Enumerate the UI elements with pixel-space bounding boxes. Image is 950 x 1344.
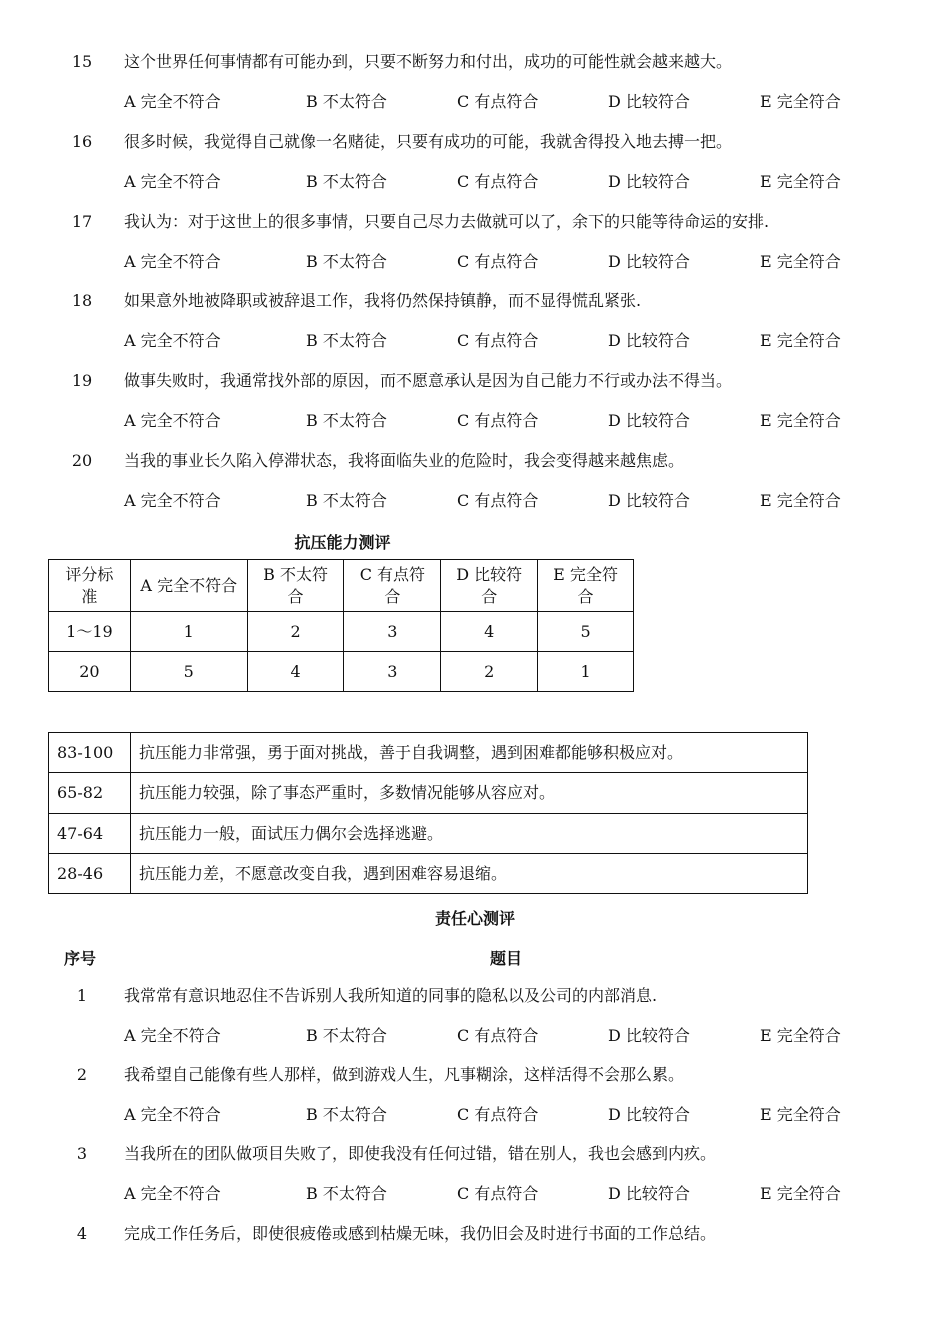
option-d[interactable]: D 比较符合 (608, 1105, 690, 1124)
score-header-cell: 评分标 准 (49, 560, 131, 612)
question-number: 2 (76, 1065, 88, 1084)
level-row (49, 814, 808, 854)
level-row (49, 733, 808, 773)
question-text: 我希望自己能像有些人那样，做到游戏人生，凡事糊涂，这样活得不会那么累。 (124, 1065, 685, 1084)
score-header-cell: B 不太符 合 (247, 560, 344, 612)
option-a[interactable]: A 完全不符合 (124, 1026, 221, 1045)
column-header-number: 序号 (64, 949, 97, 968)
question-number: 4 (76, 1224, 88, 1243)
option-a[interactable]: A 完全不符合 (124, 491, 221, 510)
score-header-cell: A 完全不符合 (130, 560, 247, 612)
question-text: 很多时候，我觉得自己就像一名赌徒，只要有成功的可能，我就舍得投入地去搏一把。 (124, 132, 733, 151)
answer-options (0, 329, 950, 353)
score-table (48, 559, 634, 692)
option-e[interactable]: E 完全符合 (760, 491, 841, 510)
question-text: 当我所在的团队做项目失败了，即使我没有任何过错，错在别人，我也会感到内疚。 (124, 1144, 717, 1163)
score-header-cell: D 比较符 合 (441, 560, 538, 612)
question-number: 18 (71, 291, 93, 310)
option-d[interactable]: D 比较符合 (608, 411, 690, 430)
level-range: 65-82 (49, 773, 131, 814)
question-number: 19 (71, 371, 93, 390)
option-d[interactable]: D 比较符合 (608, 1184, 690, 1203)
score-table-row (49, 612, 634, 652)
answer-options (0, 409, 950, 433)
question-text: 这个世界任何事情都有可能办到，只要不断努力和付出，成功的可能性就会越来越大。 (124, 52, 733, 71)
responsibility-section-title: 责任心测评 (434, 909, 515, 928)
option-e[interactable]: E 完全符合 (760, 92, 841, 111)
option-a[interactable]: A 完全不符合 (124, 172, 221, 191)
option-c[interactable]: C 有点符合 (457, 252, 539, 271)
answer-options (0, 170, 950, 194)
answer-options (0, 250, 950, 274)
option-c[interactable]: C 有点符合 (457, 172, 539, 191)
column-header-topic: 题目 (490, 949, 523, 968)
question-number: 3 (76, 1144, 88, 1163)
question-text: 当我的事业长久陷入停滞状态，我将面临失业的危险时，我会变得越来越焦虑。 (124, 451, 685, 470)
option-c[interactable]: C 有点符合 (457, 92, 539, 111)
question-text: 完成工作任务后，即使很疲倦或感到枯燥无味，我仍旧会及时进行书面的工作总结。 (124, 1224, 717, 1243)
option-e[interactable]: E 完全符合 (760, 1184, 841, 1203)
option-a[interactable]: A 完全不符合 (124, 92, 221, 111)
stress-section-title: 抗压能力测评 (294, 533, 391, 552)
level-description: 抗压能力一般，面试压力偶尔会选择逃避。 (130, 814, 807, 854)
option-b[interactable]: B 不太符合 (306, 1184, 387, 1203)
option-b[interactable]: B 不太符合 (306, 411, 387, 430)
question-number: 1 (76, 986, 88, 1005)
score-cell: 4 (247, 652, 344, 692)
level-range: 83-100 (49, 733, 131, 773)
option-d[interactable]: D 比较符合 (608, 92, 690, 111)
option-b[interactable]: B 不太符合 (306, 172, 387, 191)
level-range: 28-46 (49, 854, 131, 894)
question-number: 20 (71, 451, 93, 470)
option-b[interactable]: B 不太符合 (306, 252, 387, 271)
question-text: 我常常有意识地忍住不告诉别人我所知道的同事的隐私以及公司的内部消息. (124, 986, 658, 1005)
option-c[interactable]: C 有点符合 (457, 1184, 539, 1203)
option-c[interactable]: C 有点符合 (457, 1026, 539, 1045)
question-number: 17 (71, 212, 93, 231)
option-c[interactable]: C 有点符合 (457, 1105, 539, 1124)
score-cell: 5 (538, 612, 634, 652)
score-cell: 2 (247, 612, 344, 652)
score-cell: 4 (441, 612, 538, 652)
level-table (48, 732, 808, 894)
score-header-cell: E 完全符 合 (538, 560, 634, 612)
level-row (49, 854, 808, 894)
option-c[interactable]: C 有点符合 (457, 331, 539, 350)
option-d[interactable]: D 比较符合 (608, 491, 690, 510)
answer-options (0, 1103, 950, 1127)
option-e[interactable]: E 完全符合 (760, 1105, 841, 1124)
score-cell: 3 (344, 652, 441, 692)
score-cell: 1～19 (49, 612, 131, 652)
score-cell: 3 (344, 612, 441, 652)
option-b[interactable]: B 不太符合 (306, 1105, 387, 1124)
option-e[interactable]: E 完全符合 (760, 1026, 841, 1045)
option-c[interactable]: C 有点符合 (457, 411, 539, 430)
score-header-cell: C 有点符 合 (344, 560, 441, 612)
option-b[interactable]: B 不太符合 (306, 92, 387, 111)
score-cell: 1 (538, 652, 634, 692)
score-cell: 20 (49, 652, 131, 692)
option-e[interactable]: E 完全符合 (760, 411, 841, 430)
question-number: 15 (71, 52, 93, 71)
option-e[interactable]: E 完全符合 (760, 252, 841, 271)
option-e[interactable]: E 完全符合 (760, 331, 841, 350)
question-number: 16 (71, 132, 93, 151)
option-a[interactable]: A 完全不符合 (124, 331, 221, 350)
option-d[interactable]: D 比较符合 (608, 172, 690, 191)
question-text: 如果意外地被降职或被辞退工作，我将仍然保持镇静，而不显得慌乱紧张. (124, 291, 642, 310)
answer-options (0, 1024, 950, 1048)
option-b[interactable]: B 不太符合 (306, 331, 387, 350)
option-b[interactable]: B 不太符合 (306, 1026, 387, 1045)
option-d[interactable]: D 比较符合 (608, 1026, 690, 1045)
level-description: 抗压能力非常强，勇于面对挑战，善于自我调整，遇到困难都能够积极应对。 (130, 733, 807, 773)
option-e[interactable]: E 完全符合 (760, 172, 841, 191)
score-cell: 1 (130, 612, 247, 652)
level-description: 抗压能力较强，除了事态严重时，多数情况能够从容应对。 (130, 773, 807, 814)
option-a[interactable]: A 完全不符合 (124, 1105, 221, 1124)
option-c[interactable]: C 有点符合 (457, 491, 539, 510)
answer-options (0, 1182, 950, 1206)
question-text: 做事失败时，我通常找外部的原因，而不愿意承认是因为自己能力不行或办法不得当。 (124, 371, 733, 390)
level-description: 抗压能力差，不愿意改变自我，遇到困难容易退缩。 (130, 854, 807, 894)
answer-options (0, 90, 950, 114)
option-a[interactable]: A 完全不符合 (124, 252, 221, 271)
score-table-row (49, 652, 634, 692)
option-b[interactable]: B 不太符合 (306, 491, 387, 510)
score-table-header-row (49, 560, 634, 612)
option-a[interactable]: A 完全不符合 (124, 411, 221, 430)
score-cell: 5 (130, 652, 247, 692)
level-range: 47-64 (49, 814, 131, 854)
option-d[interactable]: D 比较符合 (608, 252, 690, 271)
option-a[interactable]: A 完全不符合 (124, 1184, 221, 1203)
level-row (49, 773, 808, 814)
answer-options (0, 489, 950, 513)
option-d[interactable]: D 比较符合 (608, 331, 690, 350)
score-cell: 2 (441, 652, 538, 692)
question-text: 我认为：对于这世上的很多事情，只要自己尽力去做就可以了，余下的只能等待命运的安排. (124, 212, 770, 231)
